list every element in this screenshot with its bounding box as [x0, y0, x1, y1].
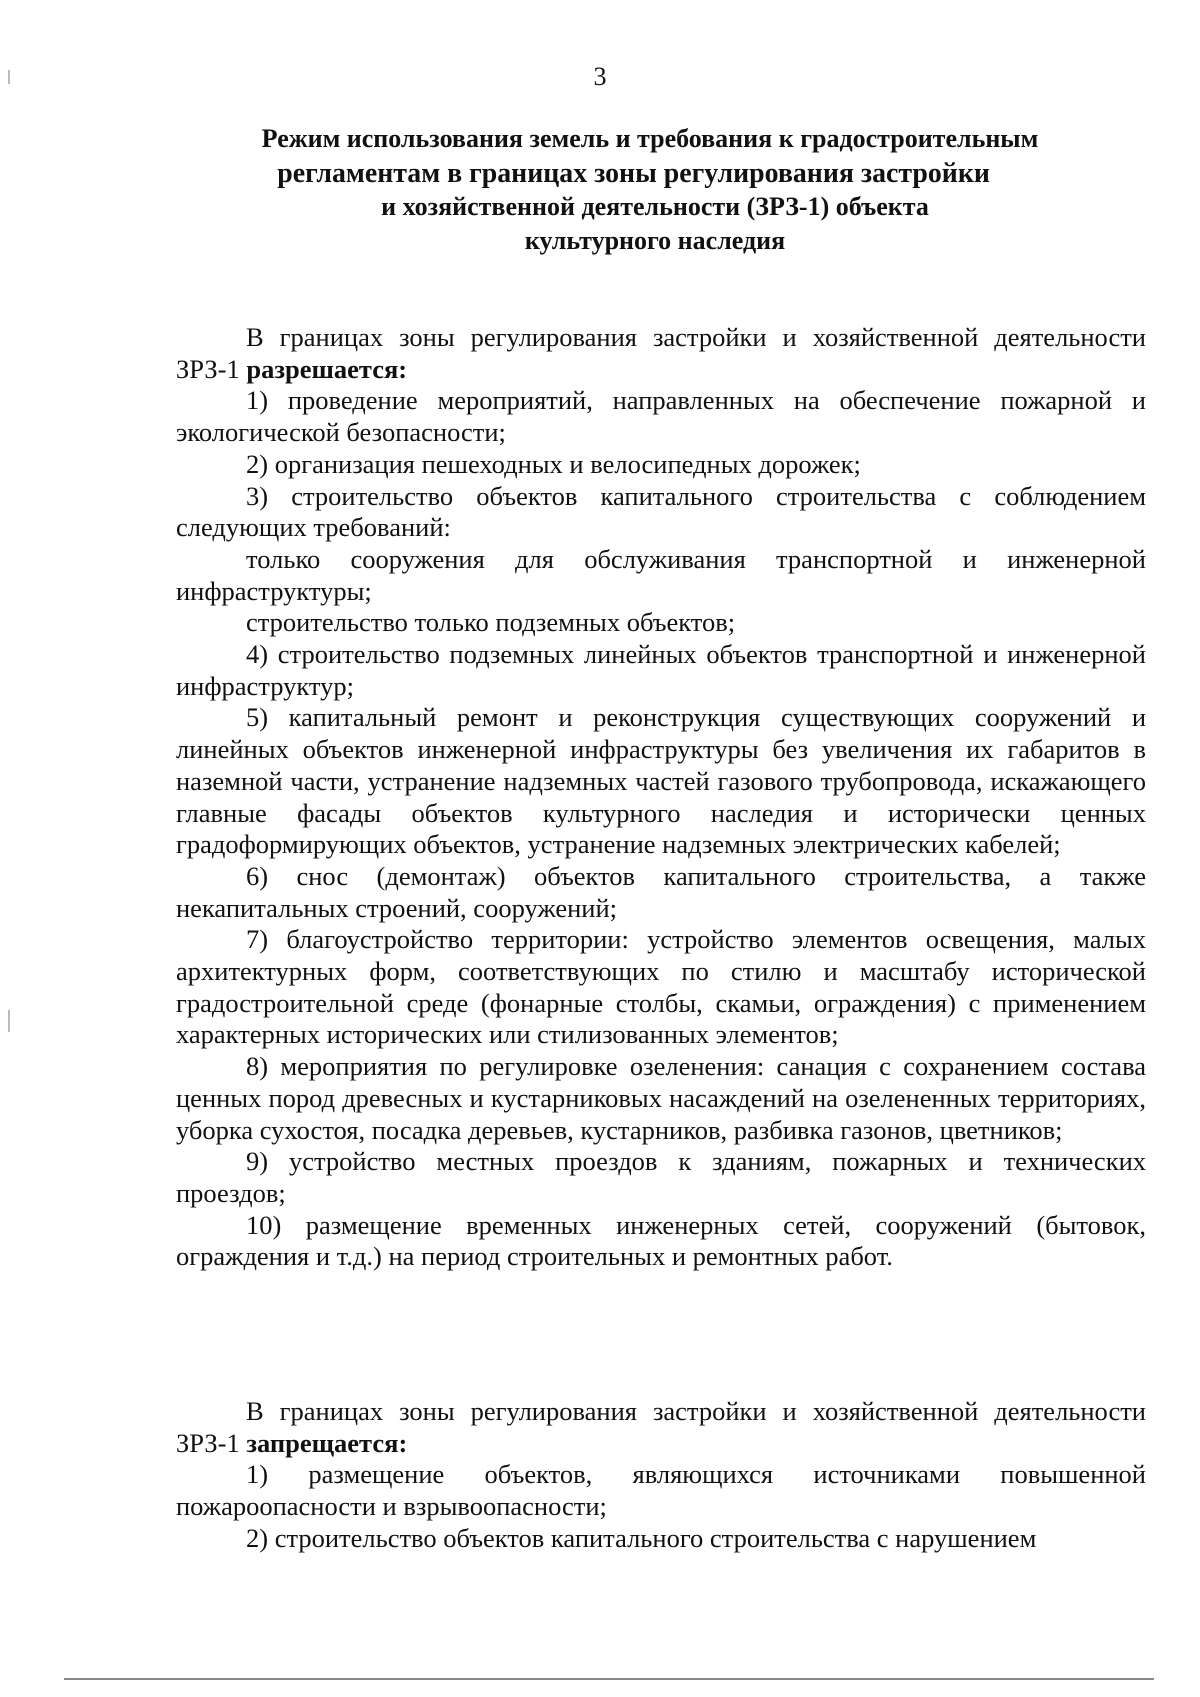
allowed-item-2: 2) организация пешеходных и велосипедных дорожек;: [246, 448, 861, 479]
title-line-1: Режим использования земель и требования к градостроительным: [261, 124, 1039, 153]
allowed-item-3-sub-1: только сооружения для обслуживания транспортной и инженерной инфраструктуры;: [176, 543, 1146, 606]
title-line-4: культурного наследия: [524, 226, 786, 255]
prohibited-section: [176, 1396, 1146, 1555]
allowed-item-9: 9) устройство местных проездов к зданиям, пожарных и технических проездов;: [176, 1146, 1146, 1208]
allowed-item-1: 1) проведение мероприятий, направленных на обеспечение пожарной и экологической безопасности;: [176, 385, 1146, 448]
title-line-3: и хозяйственной деятельности (ЗРЗ-1) объекта: [381, 192, 929, 221]
allowed-intro: [176, 322, 1146, 385]
allowed-item-3-sub-2: строительство только подземных объектов;: [246, 607, 736, 638]
page-number: 3: [593, 62, 607, 91]
prohibited-keyword: запрещается:: [246, 1427, 408, 1458]
scan-margin-mark: [8, 70, 10, 84]
document-title: [0, 122, 1200, 258]
allowed-item-4: 4) строительство подземных линейных объектов транспортной и инженерной инфраструктур;: [176, 639, 1146, 701]
prohibited-intro: [176, 1396, 1146, 1459]
allowed-section: [176, 322, 1146, 1273]
allowed-item-8: 8) мероприятия по регулировке озеленения: санация с сохранением состава ценных пород древесных и кустарниковых насаждений на озелененных территориях, уборка сухостоя, посадка деревьев, кустарников, разбивка газонов, цветников;: [176, 1051, 1146, 1145]
allowed-item-3: 3) строительство объектов капитального строительства с соблюдением следующих требований:: [176, 480, 1146, 543]
prohibited-intro-text: В границах зоны регулирования застройки и хозяйственной деятельности ЗРЗ-1: [176, 1396, 1146, 1458]
allowed-keyword: разрешается:: [246, 353, 408, 384]
allowed-item-7: 7) благоустройство территории: устройство элементов освещения, малых архитектурных форм, соответствующих по стилю и масштабу исторической градостроительной среде (фонарные столбы, скамьи, ограждения) с применением характерных исторических или стилизованных элементов;: [176, 924, 1146, 1050]
prohibited-item-2: 2) строительство объектов капитального строительства с нарушением: [246, 1522, 1037, 1553]
bottom-rule: [64, 1678, 1154, 1680]
allowed-item-10: 10) размещение временных инженерных сетей, сооружений (бытовок, ограждения и т.д.) на период строительных и ремонтных работ.: [176, 1209, 1146, 1272]
prohibited-item-1: 1) размещение объектов, являющихся источниками повышенной пожароопасности и взрывоопасности;: [176, 1459, 1146, 1522]
allowed-intro-text: В границах зоны регулирования застройки и хозяйственной деятельности ЗРЗ-1: [176, 322, 1146, 384]
allowed-item-5: 5) капитальный ремонт и реконструкция существующих сооружений и линейных объектов инженерной инфраструктуры без увеличения их габаритов в наземной части, устранение надземных частей газового трубопровода, искажающего главные фасады объектов культурного наследия и исторически ценных градоформирующих объектов, устранение надземных электрических кабелей;: [176, 702, 1146, 860]
scan-margin-mark: [8, 1010, 10, 1032]
allowed-item-6: 6) снос (демонтаж) объектов капитального строительства, а также некапитальных строений, сооружений;: [176, 860, 1146, 923]
title-line-2: регламентам в границах зоны регулирования застройки: [277, 157, 990, 189]
